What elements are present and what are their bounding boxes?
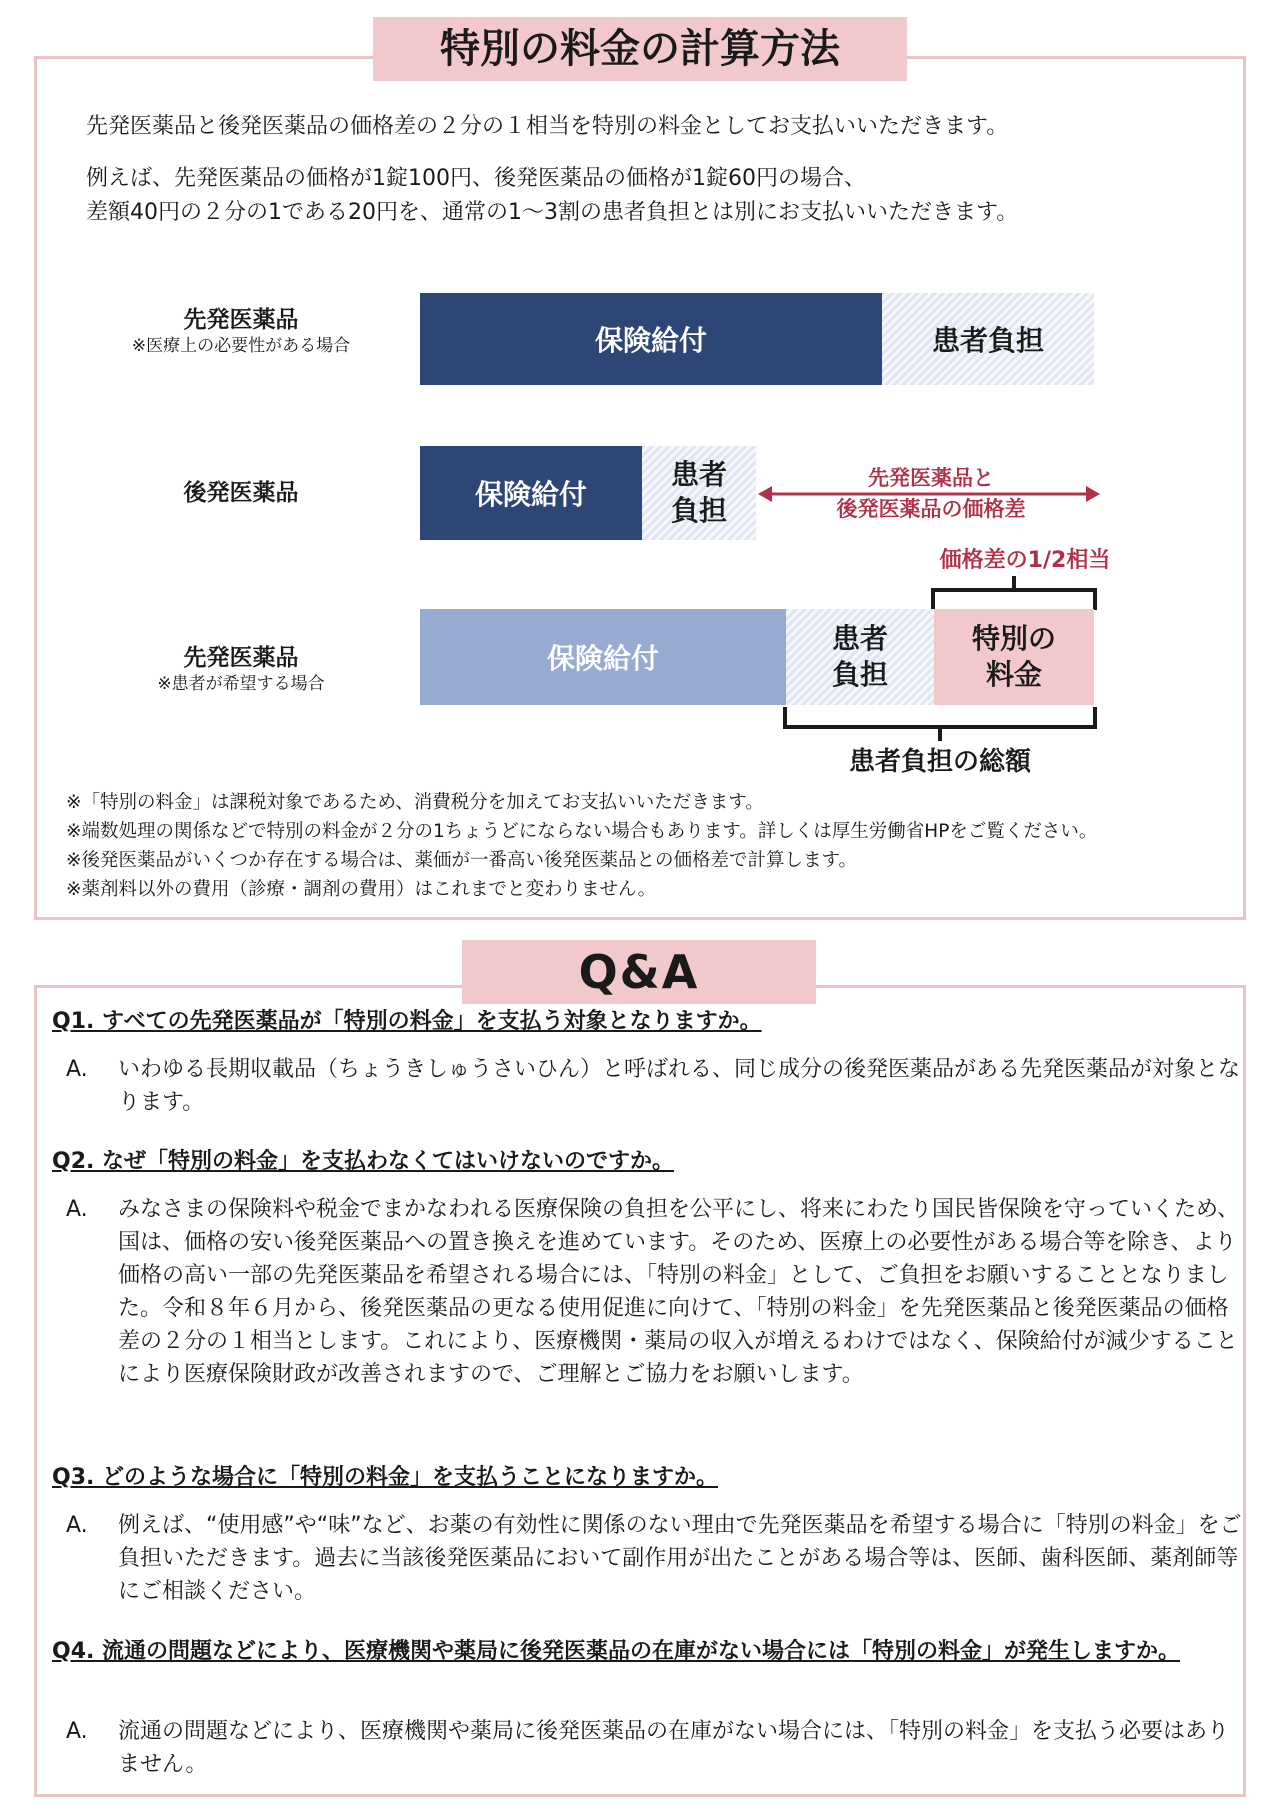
calculation-section-title: 特別の料金の計算方法 bbox=[373, 17, 907, 81]
answer-4 bbox=[66, 1715, 1246, 1781]
half-diff-label: 価格差の1/2相当 bbox=[939, 548, 1111, 573]
answer-2 bbox=[66, 1193, 1246, 1391]
row3-label bbox=[116, 643, 366, 695]
answer-3-text: 例えば、“使用感”や“味”など、お薬の有効性に関係のない理由で先発医薬品を希望する場合に「特別の料金」をご負担いただきます。過去に当該後発医薬品において副作用が出たことがある場合等は、医師、歯科医師、薬剤師等にご相談ください。 bbox=[118, 1513, 1242, 1604]
total-burden-bracket bbox=[782, 705, 1098, 741]
row2-patient-line1: 患者 bbox=[670, 458, 727, 491]
intro-line-2: 例えば、先発医薬品の価格が1錠100円、後発医薬品の価格が1錠60円の場合、 bbox=[86, 166, 866, 191]
row3-insurance-bar: 保険給付 bbox=[420, 609, 786, 705]
question-1: Q1. すべての先発医薬品が「特別の料金」を支払う対象となりますか。 bbox=[52, 1009, 762, 1034]
row2-label-main: 後発医薬品 bbox=[183, 480, 299, 506]
row3-label-main: 先発医薬品 bbox=[183, 645, 299, 671]
row3-patient-line2: 負担 bbox=[831, 658, 888, 691]
row1-label-sub: ※医療上の必要性がある場合 bbox=[131, 336, 351, 356]
qa-section-title: Q&A bbox=[462, 940, 816, 1004]
answer-3 bbox=[66, 1509, 1246, 1608]
row1-label bbox=[116, 305, 366, 357]
row2-label bbox=[116, 478, 366, 508]
price-diff-label-2: 後発医薬品の価格差 bbox=[836, 497, 1026, 521]
answer-2-text: みなさまの保険料や税金でまかなわれる医療保険の負担を公平にし、将来にわたり国民皆保険を守っていくため、国は、価格の安い後発医薬品への置き換えを進めています。そのため、医療上の必要性がある場合等を除き、より価格の高い一部の先発医薬品を希望される場合には、「特別の料金」として、ご負担をお願いすることとなりました。令和８年６月から、後発医薬品の更なる使用促進に向けて、「特別の料金」を先発医薬品と後発医薬品の価格差の２分の１相当とします。これにより、医療機関・薬局の収入が増えるわけではなく、保険給付が減少することにより医療保険財政が改善されますので、ご理解とご協力をお願いします。 bbox=[118, 1197, 1240, 1387]
answer-mark: A. bbox=[66, 1057, 88, 1082]
half-diff-bracket bbox=[930, 576, 1098, 612]
question-3: Q3. どのような場合に「特別の料金」を支払うことになりますか。 bbox=[52, 1465, 719, 1490]
answer-mark: A. bbox=[66, 1197, 88, 1222]
note-2: ※端数処理の関係などで特別の料金が２分の1ちょうどにならない場合もあります。詳しくは厚生労働省HPをご覧ください。 bbox=[66, 821, 1098, 842]
answer-4-text: 流通の問題などにより、医療機関や薬局に後発医薬品の在庫がない場合には、「特別の料金」を支払う必要はありません。 bbox=[118, 1719, 1230, 1777]
row2-patient-line2: 負担 bbox=[670, 494, 727, 527]
answer-1-text: いわゆる長期収載品（ちょうきしゅうさいひん）と呼ばれる、同じ成分の後発医薬品がある先発医薬品が対象となります。 bbox=[118, 1057, 1241, 1115]
row2-insurance-bar: 保険給付 bbox=[420, 446, 642, 540]
intro-line-3: 差額40円の２分の1である20円を、通常の1～3割の患者負担とは別にお支払いいただきます。 bbox=[86, 200, 1019, 225]
row1-label-main: 先発医薬品 bbox=[183, 307, 299, 333]
row3-special-line2: 料金 bbox=[985, 658, 1042, 691]
price-diff-label-1: 先発医薬品と bbox=[868, 466, 994, 490]
question-4: Q4. 流通の問題などにより、医療機関や薬局に後発医薬品の在庫がない場合には「特別の料金」が発生しますか。 bbox=[52, 1639, 1181, 1664]
note-3: ※後発医薬品がいくつか存在する場合は、薬価が一番高い後発医薬品との価格差で計算します。 bbox=[66, 850, 858, 871]
answer-1 bbox=[66, 1053, 1246, 1119]
row2-patient-bar bbox=[642, 446, 756, 540]
notes-list bbox=[66, 788, 1097, 904]
question-2: Q2. なぜ「特別の料金」を支払わなくてはいけないのですか。 bbox=[52, 1149, 675, 1174]
answer-mark: A. bbox=[66, 1513, 88, 1538]
row1-insurance-bar: 保険給付 bbox=[420, 293, 882, 385]
row3-label-sub: ※患者が希望する場合 bbox=[157, 674, 325, 694]
total-burden-label: 患者負担の総額 bbox=[848, 747, 1031, 777]
intro-line-1: 先発医薬品と後発医薬品の価格差の２分の１相当を特別の料金としてお支払いいただきます。 bbox=[86, 114, 1009, 139]
row3-patient-line1: 患者 bbox=[831, 622, 888, 655]
row3-patient-bar bbox=[786, 609, 934, 705]
answer-mark: A. bbox=[66, 1719, 88, 1744]
row3-special-fee-bar bbox=[934, 609, 1094, 705]
note-4: ※薬剤料以外の費用（診療・調剤の費用）はこれまでと変わりません。 bbox=[66, 879, 657, 900]
row1-patient-bar: 患者負担 bbox=[882, 293, 1094, 385]
row3-special-line1: 特別の bbox=[971, 622, 1056, 655]
note-1: ※「特別の料金」は課税対象であるため、消費税分を加えてお支払いいただきます。 bbox=[66, 792, 764, 813]
